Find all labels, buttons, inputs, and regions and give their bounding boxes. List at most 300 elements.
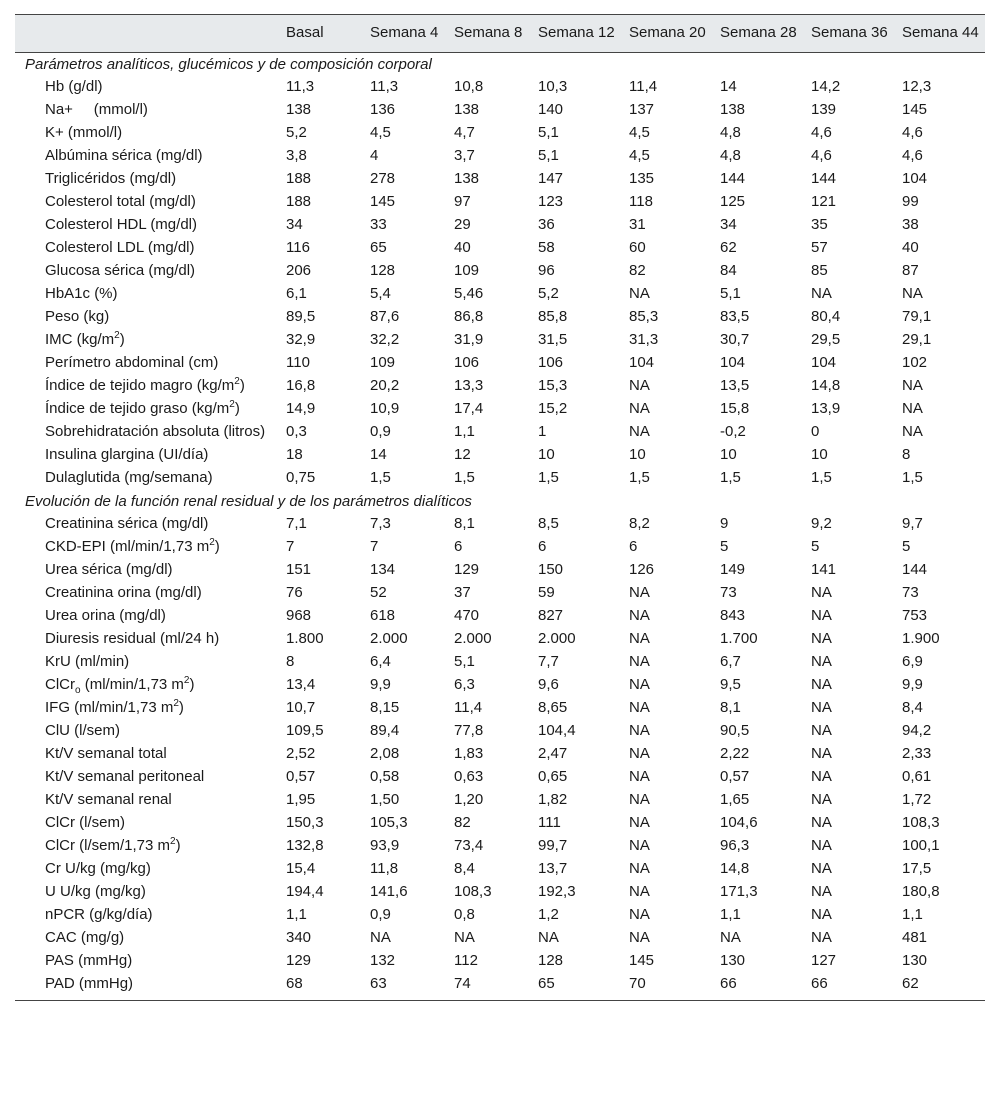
- value-cell: 1,1: [720, 906, 741, 923]
- value-cell: 99,7: [538, 837, 568, 854]
- value-cell: 5,46: [454, 285, 484, 302]
- table-row: [15, 835, 985, 858]
- value-cell: 52: [370, 584, 387, 601]
- row-label-text: CKD-EPI (ml/min/1,73 m: [45, 538, 210, 555]
- row-label-text-end: ): [214, 538, 220, 555]
- value-cell: 194,4: [286, 883, 324, 900]
- value-cell: 11,3: [370, 78, 399, 95]
- value-cell: 17,5: [902, 860, 932, 877]
- value-cell: 1,1: [902, 906, 923, 923]
- value-cell: 59: [538, 584, 555, 601]
- row-label: [15, 260, 280, 283]
- value-cell: 109,5: [286, 722, 324, 739]
- value-cell: 94,2: [902, 722, 932, 739]
- row-label-text-end: ): [119, 331, 125, 348]
- value-cell: 93,9: [370, 837, 400, 854]
- value-cell: 1.800: [286, 630, 324, 647]
- row-label-text-end: ): [239, 377, 245, 394]
- value-cell: 8,4: [902, 699, 923, 716]
- value-cell: NA: [811, 791, 832, 808]
- value-cell: 8,5: [538, 515, 559, 532]
- value-cell: 5,4: [370, 285, 391, 302]
- value-cell: 2,47: [538, 745, 568, 762]
- value-cell: 31: [629, 216, 646, 233]
- value-cell: 99: [902, 193, 919, 210]
- value-cell: 83,5: [720, 308, 750, 325]
- row-label: [15, 398, 280, 421]
- value-cell: 62: [902, 975, 919, 992]
- value-cell: 38: [902, 216, 919, 233]
- row-label-text: Colesterol LDL (mg/dl): [45, 239, 195, 256]
- value-cell: 145: [902, 101, 928, 118]
- value-cell: 4,6: [811, 147, 832, 164]
- row-label-superscript: 2: [173, 698, 179, 709]
- value-cell: 11,4: [629, 78, 658, 95]
- section-title: Evolución de la función renal residual y de los parámetros dialíticos: [25, 493, 472, 510]
- value-cell: NA: [811, 814, 832, 831]
- row-label-text-end: ): [178, 699, 184, 716]
- value-cell: NA: [811, 883, 832, 900]
- table-row: [15, 513, 985, 536]
- value-cell: 7,3: [370, 515, 391, 532]
- value-cell: 6: [454, 538, 463, 555]
- value-cell: 6: [538, 538, 547, 555]
- value-cell: 16,8: [286, 377, 316, 394]
- value-cell: 1,72: [902, 791, 932, 808]
- value-cell: 70: [629, 975, 646, 992]
- value-cell: 87: [902, 262, 919, 279]
- value-cell: NA: [629, 745, 650, 762]
- value-cell: 31,5: [538, 331, 568, 348]
- row-label-text: ClCr: [45, 676, 75, 693]
- value-cell: 8,4: [454, 860, 475, 877]
- row-label: [15, 237, 280, 260]
- value-cell: NA: [629, 768, 650, 785]
- value-cell: NA: [811, 768, 832, 785]
- row-label-text: Kt/V semanal total: [45, 745, 167, 762]
- value-cell: 108,3: [454, 883, 492, 900]
- header-cell: Semana 4: [364, 15, 448, 53]
- row-label: [15, 168, 280, 191]
- value-cell: 97: [454, 193, 471, 210]
- value-cell: 129: [454, 561, 480, 578]
- value-cell: 12,3: [902, 78, 932, 95]
- value-cell: 109: [370, 354, 396, 371]
- value-cell: 1: [538, 423, 547, 440]
- value-cell: 171,3: [720, 883, 758, 900]
- value-cell: 35: [811, 216, 828, 233]
- value-cell: 62: [720, 239, 737, 256]
- table-row: [15, 789, 985, 812]
- value-cell: 188: [286, 193, 312, 210]
- row-label-text-end: ): [234, 400, 240, 417]
- value-cell: NA: [629, 906, 650, 923]
- value-cell: 32,2: [370, 331, 400, 348]
- row-label-text: ClCr (l/sem/1,73 m: [45, 837, 171, 854]
- value-cell: 29,5: [811, 331, 841, 348]
- value-cell: 9,5: [720, 676, 741, 693]
- header-cell: Basal: [280, 15, 364, 53]
- table-row: [15, 99, 985, 122]
- value-cell: 141: [811, 561, 837, 578]
- value-cell: 6,3: [454, 676, 475, 693]
- value-cell: 150,3: [286, 814, 324, 831]
- value-cell: NA: [902, 423, 923, 440]
- value-cell: 4: [370, 147, 379, 164]
- row-label-text: Diuresis residual (ml/24 h): [45, 630, 220, 647]
- value-cell: 141,6: [370, 883, 408, 900]
- value-cell: 135: [629, 170, 655, 187]
- table-row: [15, 651, 985, 674]
- value-cell: 86,8: [454, 308, 484, 325]
- value-cell: NA: [811, 745, 832, 762]
- row-label-superscript: 2: [183, 675, 190, 686]
- table-row: [15, 398, 985, 421]
- value-cell: 618: [370, 607, 396, 624]
- value-cell: 130: [902, 952, 928, 969]
- value-cell: 4,6: [811, 124, 832, 141]
- table-row: [15, 168, 985, 191]
- value-cell: 96: [538, 262, 555, 279]
- value-cell: 8: [286, 653, 295, 670]
- value-cell: 2,33: [902, 745, 932, 762]
- table-row: [15, 76, 985, 99]
- value-cell: 138: [454, 170, 480, 187]
- value-cell: 3,8: [286, 147, 307, 164]
- value-cell: 29,1: [902, 331, 932, 348]
- value-cell: 180,8: [902, 883, 940, 900]
- value-cell: 8,1: [454, 515, 475, 532]
- row-label-text: Glucosa sérica (mg/dl): [45, 262, 196, 279]
- value-cell: 4,5: [629, 147, 650, 164]
- row-label-text: Triglicéridos (mg/dl): [45, 170, 177, 187]
- value-cell: 14,2: [811, 78, 841, 95]
- header-cell: Semana 8: [448, 15, 532, 53]
- row-label-text: Peso (kg): [45, 308, 110, 325]
- row-label-text: K+ (mmol/l): [45, 124, 123, 141]
- table-row: [15, 904, 985, 927]
- value-cell: 0,57: [720, 768, 750, 785]
- value-cell: 5,2: [286, 124, 307, 141]
- value-cell: NA: [629, 722, 650, 739]
- table-row: [15, 214, 985, 237]
- value-cell: NA: [629, 423, 650, 440]
- row-label-text: KrU (ml/min): [45, 653, 130, 670]
- table-row: [15, 122, 985, 145]
- row-label: [15, 122, 280, 145]
- value-cell: 126: [629, 561, 655, 578]
- value-cell: 18: [286, 446, 303, 463]
- value-cell: 13,5: [720, 377, 750, 394]
- row-label: [15, 605, 280, 628]
- value-cell: 481: [902, 929, 928, 946]
- row-label-subscript: o: [75, 685, 81, 696]
- value-cell: 13,9: [811, 400, 841, 417]
- row-label: [15, 283, 280, 306]
- value-cell: 30,7: [720, 331, 750, 348]
- value-cell: 112: [454, 952, 478, 969]
- row-label: [15, 674, 280, 697]
- value-cell: 0,65: [538, 768, 568, 785]
- table-row: [15, 145, 985, 168]
- header-cell: Semana 44: [896, 15, 985, 53]
- value-cell: 31,9: [454, 331, 484, 348]
- table-row: [15, 720, 985, 743]
- row-label: [15, 858, 280, 881]
- value-cell: 129: [286, 952, 312, 969]
- value-cell: 104: [629, 354, 655, 371]
- value-cell: 753: [902, 607, 928, 624]
- value-cell: 76: [286, 584, 303, 601]
- row-label: [15, 927, 280, 950]
- value-cell: NA: [902, 400, 923, 417]
- value-cell: NA: [811, 929, 832, 946]
- value-cell: 104,4: [538, 722, 576, 739]
- value-cell: 8,1: [720, 699, 741, 716]
- value-cell: 14,9: [286, 400, 316, 417]
- value-cell: 104: [720, 354, 746, 371]
- value-cell: NA: [902, 377, 923, 394]
- value-cell: 100,1: [902, 837, 940, 854]
- value-cell: 137: [629, 101, 655, 118]
- row-label-text: Perímetro abdominal (cm): [45, 354, 219, 371]
- value-cell: 138: [454, 101, 480, 118]
- value-cell: NA: [629, 630, 650, 647]
- value-cell: 40: [454, 239, 471, 256]
- row-label: [15, 76, 280, 99]
- value-cell: 7,7: [538, 653, 559, 670]
- value-cell: 8,15: [370, 699, 400, 716]
- row-label: [15, 214, 280, 237]
- value-cell: 7: [286, 538, 295, 555]
- section-title: Parámetros analíticos, glucémicos y de composición corporal: [25, 56, 432, 73]
- row-label: [15, 651, 280, 674]
- table-row: [15, 467, 985, 490]
- value-cell: 1,83: [454, 745, 484, 762]
- table-row: [15, 329, 985, 352]
- value-cell: 10: [629, 446, 646, 463]
- value-cell: 34: [720, 216, 737, 233]
- value-cell: 1,5: [538, 469, 559, 486]
- value-cell: 0,63: [454, 768, 484, 785]
- value-cell: NA: [811, 837, 832, 854]
- value-cell: 58: [538, 239, 555, 256]
- value-cell: NA: [629, 653, 650, 670]
- value-cell: 77,8: [454, 722, 484, 739]
- value-cell: 10: [720, 446, 737, 463]
- value-cell: 104,6: [720, 814, 758, 831]
- table-row: [15, 743, 985, 766]
- value-cell: 0,58: [370, 768, 400, 785]
- value-cell: 87,6: [370, 308, 400, 325]
- row-label-text: PAS (mmHg): [45, 952, 133, 969]
- row-label: [15, 352, 280, 375]
- value-cell: 73: [902, 584, 919, 601]
- value-cell: 6,4: [370, 653, 391, 670]
- value-cell: 0: [811, 423, 820, 440]
- value-cell: 138: [286, 101, 312, 118]
- value-cell: NA: [629, 837, 650, 854]
- header-cell: Semana 12: [532, 15, 623, 53]
- value-cell: 68: [286, 975, 303, 992]
- row-label: [15, 904, 280, 927]
- value-cell: 10: [538, 446, 555, 463]
- value-cell: 57: [811, 239, 828, 256]
- row-label: [15, 375, 280, 398]
- value-cell: NA: [629, 929, 650, 946]
- table-row: [15, 812, 985, 835]
- row-label-text: IMC (kg/m: [45, 331, 115, 348]
- value-cell: NA: [902, 285, 923, 302]
- row-label: [15, 628, 280, 651]
- table-row: [15, 237, 985, 260]
- value-cell: 29: [454, 216, 471, 233]
- value-cell: 139: [811, 101, 837, 118]
- row-label-text: Kt/V semanal peritoneal: [45, 768, 205, 785]
- row-label-text: PAD (mmHg): [45, 975, 134, 992]
- table-row: [15, 582, 985, 605]
- value-cell: NA: [629, 860, 650, 877]
- row-label: [15, 766, 280, 789]
- row-label-text: Albúmina sérica (mg/dl): [45, 147, 203, 164]
- value-cell: 147: [538, 170, 564, 187]
- value-cell: 104: [811, 354, 837, 371]
- value-cell: NA: [629, 676, 650, 693]
- row-label-text: U U/kg (mg/kg): [45, 883, 146, 900]
- value-cell: 206: [286, 262, 312, 279]
- value-cell: 4,5: [370, 124, 391, 141]
- row-label-text-end: ): [189, 676, 195, 693]
- table-row: [15, 766, 985, 789]
- value-cell: NA: [811, 653, 832, 670]
- value-cell: 37: [454, 584, 471, 601]
- value-cell: 470: [454, 607, 480, 624]
- value-cell: 11,4: [454, 699, 483, 716]
- value-cell: 10,7: [286, 699, 316, 716]
- value-cell: 340: [286, 929, 312, 946]
- value-cell: 5,1: [454, 653, 475, 670]
- table-row: [15, 559, 985, 582]
- row-label-superscript: 2: [114, 330, 120, 341]
- row-label: [15, 697, 280, 720]
- value-cell: 2,08: [370, 745, 400, 762]
- value-cell: 15,3: [538, 377, 568, 394]
- row-label-text: Índice de tejido magro (kg/m: [45, 377, 235, 394]
- value-cell: 11,8: [370, 860, 399, 877]
- value-cell: 12: [454, 446, 471, 463]
- value-cell: 102: [902, 354, 928, 371]
- value-cell: 1,5: [629, 469, 650, 486]
- value-cell: 11,3: [286, 78, 315, 95]
- table-row: [15, 352, 985, 375]
- row-label-text: Colesterol HDL (mg/dl): [45, 216, 197, 233]
- value-cell: 60: [629, 239, 646, 256]
- row-label-text: ClCr (l/sem): [45, 814, 125, 831]
- row-label-text-mid: (ml/min/1,73 m: [80, 676, 184, 693]
- value-cell: 109: [454, 262, 480, 279]
- value-cell: 128: [370, 262, 396, 279]
- row-label: [15, 720, 280, 743]
- value-cell: 73,4: [454, 837, 484, 854]
- value-cell: 188: [286, 170, 312, 187]
- value-cell: 65: [538, 975, 555, 992]
- value-cell: NA: [811, 906, 832, 923]
- value-cell: 9,9: [370, 676, 391, 693]
- row-label-text: ClU (l/sem): [45, 722, 120, 739]
- value-cell: NA: [720, 929, 741, 946]
- value-cell: 149: [720, 561, 746, 578]
- value-cell: 132,8: [286, 837, 324, 854]
- value-cell: 0,8: [454, 906, 475, 923]
- row-label: [15, 329, 280, 352]
- section-header-row: [15, 53, 985, 77]
- table-row: [15, 973, 985, 1001]
- value-cell: NA: [370, 929, 391, 946]
- table-row: [15, 858, 985, 881]
- value-cell: 2.000: [370, 630, 408, 647]
- value-cell: 4,7: [454, 124, 475, 141]
- table-row: [15, 283, 985, 306]
- table-row: [15, 375, 985, 398]
- row-label: [15, 789, 280, 812]
- value-cell: 128: [538, 952, 564, 969]
- value-cell: NA: [538, 929, 559, 946]
- value-cell: 85,3: [629, 308, 659, 325]
- value-cell: 140: [538, 101, 564, 118]
- value-cell: 15,2: [538, 400, 568, 417]
- value-cell: 74: [454, 975, 471, 992]
- row-label-text: Insulina glargina (UI/día): [45, 446, 209, 463]
- value-cell: 89,5: [286, 308, 316, 325]
- value-cell: 2.000: [454, 630, 492, 647]
- value-cell: 0,57: [286, 768, 316, 785]
- value-cell: 0,9: [370, 423, 391, 440]
- value-cell: 32,9: [286, 331, 316, 348]
- row-label-text: Cr U/kg (mg/kg): [45, 860, 151, 877]
- value-cell: 96,3: [720, 837, 750, 854]
- value-cell: 79,1: [902, 308, 932, 325]
- value-cell: 17,4: [454, 400, 484, 417]
- value-cell: 118: [629, 193, 653, 210]
- value-cell: 13,4: [286, 676, 316, 693]
- value-cell: 5: [902, 538, 911, 555]
- value-cell: 144: [902, 561, 928, 578]
- row-label: [15, 812, 280, 835]
- value-cell: NA: [629, 791, 650, 808]
- table-row: [15, 605, 985, 628]
- row-label-text: Índice de tejido graso (kg/m: [45, 400, 230, 417]
- table-row: [15, 950, 985, 973]
- value-cell: 130: [720, 952, 746, 969]
- value-cell: 134: [370, 561, 396, 578]
- value-cell: 132: [370, 952, 396, 969]
- row-label-text: Dulaglutida (mg/semana): [45, 469, 213, 486]
- row-label-text: Creatinina orina (mg/dl): [45, 584, 202, 601]
- value-cell: 4,5: [629, 124, 650, 141]
- value-cell: 5,1: [538, 124, 559, 141]
- table-row: [15, 444, 985, 467]
- value-cell: 110: [286, 354, 310, 371]
- value-cell: 1,5: [902, 469, 923, 486]
- row-label: [15, 513, 280, 536]
- value-cell: NA: [629, 584, 650, 601]
- value-cell: 8,65: [538, 699, 568, 716]
- value-cell: 14: [720, 78, 737, 95]
- row-label-text: Hb (g/dl): [45, 78, 103, 95]
- value-cell: 8,2: [629, 515, 650, 532]
- row-label: [15, 973, 280, 1001]
- value-cell: 7,1: [286, 515, 307, 532]
